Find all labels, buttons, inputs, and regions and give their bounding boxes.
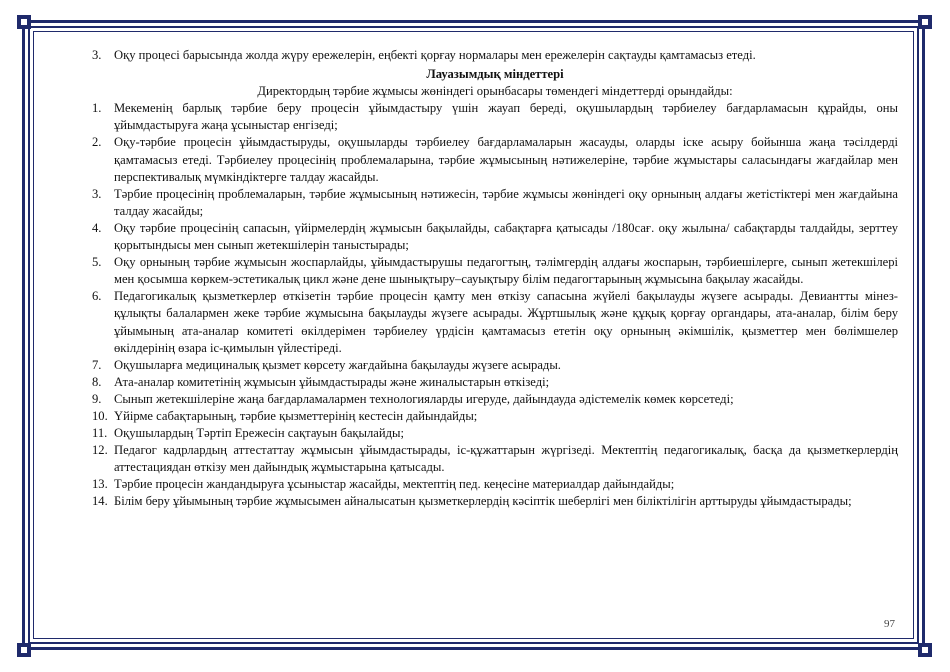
item-text: Үйірме сабақтарының, тәрбие қызметтерінің кестесін дайындайды; [114,408,478,423]
item-text: Педагогикалық қызметкерлер өткізетін тәрбие процесін қамту мен өткізу сапасына жүйелі бақылауды жүзеге асырады. Девиантты мінез-құлықты балалармен жеке тәрбие жұмысына бақылауды жүзеге асырады. Жұртшылық және құқық қорғау органдары, ата-аналар, білім беру ұйымының ата-аналар комитеті өкілдерімен тәрбиелеу үрдісін қамтамасыз ететін оқу орнының әкімшілік, қызметтер мен бөлімшелер өкілдерінің өзара іс-қимылын үйлестіреді. [114,289,898,355]
item-text: Тәрбие процесін жандандыруға ұсыныстар жасайды, мектептің пед. кеңесіне материалдар дайындайды; [114,477,675,492]
item-number: 2. [92,135,102,150]
item-number: 5. [92,255,102,270]
item-text: Оқу-тәрбие процесін ұйымдастыруды, оқушыларды тәрбиелеу бағдарламаларын жасауды, оларды іске асыру бойынша жаңа тәсілдерді қамтамасыз етеді. Тәрбиелеу процесінің проблемаларына, тәрбие жұмысының нәтижелеріне, тәрбие жұмыстары саласындағы жағдайлар мен перспективалық мүмкіндіктерге талдау жасайды. [114,135,898,184]
item-text: Тәрбие процесінің проблемаларын, тәрбие жұмысының нәтижесін, тәрбие жұмысы жөніндегі оқу орнының алдағы жетістіктері мен жағдайына талдау жасайды; [114,186,898,218]
item-number: 10. [92,408,108,423]
list-item [92,357,898,374]
list-item [92,134,898,185]
list-item [92,100,898,134]
item-text: Оқу процесі барысында жолда жүру ережелерін, еңбекті қорғау нормалары мен ережелерін сақтауды қамтамасыз етеді. [114,48,756,62]
item-number: 13. [92,477,108,492]
item-number: 3. [92,186,102,201]
item-text: Оқушыларға медициналық қызмет көрсету жағдайына бақылауды жүзеге асырады. [114,357,561,372]
list-item [92,374,898,391]
item-number: 6. [92,289,102,304]
frame-corner-ornament [17,15,31,29]
duties-list [92,100,898,510]
item-text: Оқушылардың Тәртіп Ережесін сақтауын бақылайды; [114,426,404,441]
list-item [92,254,898,288]
item-number: 12. [92,443,108,458]
list-item [92,476,898,493]
item-text: Педагог кадрлардың аттестаттау жұмысын ұйымдастырады, іс-құжаттарын жүргізеді. Мектептің педагогикалық, басқа да қызметкерлердің аттестациядан өткізу мен дайындық жұмыстарына қатысады. [114,443,898,475]
list-item [92,391,898,408]
item-text: Білім беру ұйымының тәрбие жұмысымен айналысатын қызметкерлердің кәсіптік шеберлігі мен біліктілігін арттыруды ұйымдастырады; [114,494,852,509]
item-number: 7. [92,357,102,372]
section-heading: Лауазымдық міндеттері [426,67,564,82]
item-text: Сынып жетекшілеріне жаңа бағдарламалармен технологияларды игеруде, дайындауда әдістемелік көмек көрсетеді; [114,391,734,406]
item-number: 8. [92,374,102,389]
item-number: 14. [92,494,108,509]
frame-corner-ornament [918,15,932,29]
item-number: 3. [92,48,102,62]
item-text: Ата-аналар комитетінің жұмысын ұйымдастырады және жиналыстарын өткізеді; [114,374,550,389]
frame-corner-ornament [918,643,932,657]
item-number: 4. [92,220,102,235]
item-number: 11. [92,426,108,441]
item-number: 1. [92,101,102,116]
list-item [92,408,898,425]
list-item [92,186,898,220]
item-text: Оқу орнының тәрбие жұмысын жоспарлайды, ұйымдастырушы педагогтың, тәлімгердің алдағы жоспарын, тәрбиешілерге, сынып жетекшілері мен қосымша көркем-эстетикалық цикл және дене шынықтыру–сауықтыру білім педагогтарының жұмысына бақылау жасайды. [114,255,898,287]
section-subheading: Директордың тәрбие жұмысы жөніндегі орынбасары төмендегі міндеттерді орындайды: [257,84,733,99]
item-text: Мекеменің барлық тәрбие беру процесін ұйымдастыру үшін жауап береді, оқушылардың тәрбиелеу бағдарламасын құрайды, оны ұйымдастыруға жаңа ұсыныстар енгізеді; [114,101,898,133]
document-body [92,47,898,511]
list-item [92,493,898,510]
item-text: Оқу тәрбие процесінің сапасын, үйірмелердің жұмысын бақылайды, сабақтарға қатысады /180сағ. оқу жылына/ сабақтарды талдайды, зерттеу қорытындысы мен сынып жетекшілерін таныстырады; [114,220,898,253]
frame-corner-ornament [17,643,31,657]
list-item [92,220,898,254]
list-item [92,442,898,476]
list-item [92,288,898,356]
page-number: 97 [884,618,895,630]
item-number: 9. [92,391,102,406]
list-item [92,425,898,442]
list-item [92,47,898,64]
